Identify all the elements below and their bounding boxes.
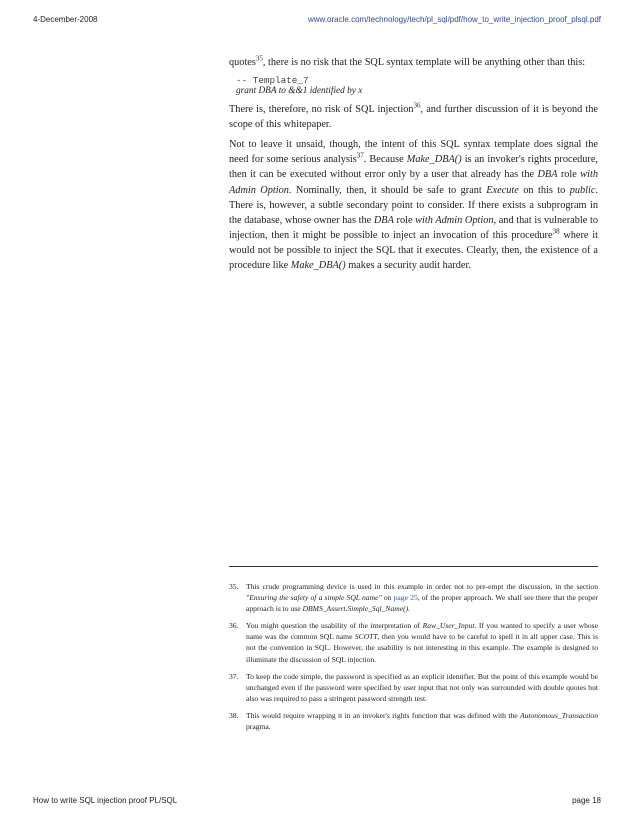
body-text <box>229 55 598 278</box>
text-run: This would require wrapping it in an invoker's rights function that was defined with the <box>246 710 520 720</box>
italic-run: Autonomous_Transaction <box>519 710 598 720</box>
text-run: where it would not be possible to inject the SQL that it executes. Clearly, then, the existence of a procedure like <box>229 229 598 272</box>
text-run: role <box>393 214 416 226</box>
footnotes <box>229 581 598 738</box>
text-run: makes a security audit harder. <box>345 260 471 272</box>
text-run: , and further discussion of it is beyond the scope of this whitepaper. <box>229 104 598 131</box>
page-link[interactable]: page 25 <box>393 593 418 603</box>
footnote-number: 37. <box>229 671 239 681</box>
footnote-text <box>246 710 598 732</box>
italic-run: Make_DBA() <box>290 260 346 272</box>
paragraph-3 <box>229 137 598 273</box>
paragraph-2 <box>229 102 598 132</box>
footnote-ref-38: 38 <box>552 227 560 236</box>
footnote-number: 35. <box>229 582 239 591</box>
code-line: grant DBA to &&1 identified by x <box>236 86 363 97</box>
italic-run: public <box>569 184 596 196</box>
text-run: There is, therefore, no risk of SQL injection <box>229 104 414 116</box>
footnote-35 <box>229 581 598 614</box>
italic-run: DBMS_Assert.Simple_Sql_Name(). <box>302 604 411 614</box>
footnote-text <box>246 581 598 614</box>
footnote-text <box>246 620 598 664</box>
footnote-ref-36: 36 <box>413 101 421 110</box>
text-run: is an invoker's rights procedure, then it can be executed without error only by a user that already has the <box>229 154 599 181</box>
paragraph-1 <box>229 55 598 70</box>
footnote-36 <box>229 620 598 664</box>
text-run: , then you would have to be careful to spell it in all upper case. This is not the convention in SQL. However, the usability is not interesting in this example. The example is designed to illuminate the discussion of SQL injection. <box>246 632 598 664</box>
footnote-text: To keep the code simple, the password is specified as an explicit identifier. But the point of this example would be unchanged even if the password were specified by user input that not only was surrounded with double quotes but also was required to pass a stringent password strength test. <box>246 671 598 703</box>
footnote-38 <box>229 710 598 732</box>
italic-run: DBA <box>373 214 394 226</box>
footnote-number: 38. <box>229 710 239 720</box>
code-block <box>236 75 598 97</box>
header-date: 4-December-2008 <box>33 15 98 24</box>
text-run: , and that is vulnerable to injection, then it might be possible to inject an invocation of this procedure <box>229 214 598 241</box>
footnote-number: 36. <box>229 621 239 631</box>
text-run: pragma. <box>246 722 271 732</box>
footer-title: How to write SQL injection proof PL/SQL <box>33 796 178 805</box>
text-run: . Nominally, then, it should be safe to grant <box>288 184 487 196</box>
text-run: You might question the usability of the interpretation of <box>246 621 423 631</box>
footnote-divider <box>229 566 598 567</box>
footer-page-number: page 18 <box>572 796 601 805</box>
italic-run: "Ensuring the safety of a simple SQL name" <box>246 593 382 603</box>
text-run: , there is no risk that the SQL syntax template will be anything other than this: <box>262 57 586 68</box>
text-run: quotes <box>229 57 256 68</box>
text-run: , of the proper approach. We shall see there that the proper approach is to use <box>246 593 599 614</box>
italic-run: with Admin Option <box>229 169 598 196</box>
text-run: Not to leave it unsaid, though, the intent of this SQL syntax template does signal the need for some serious analysis <box>229 139 598 166</box>
text-run: . If you wanted to specify a user whose name was the common SQL name <box>246 621 598 642</box>
text-run: role <box>557 169 581 181</box>
header-url: www.oracle.com/technology/tech/pl_sql/pdf/how_to_write_injection_proof_plsql.pdf <box>307 15 601 24</box>
italic-run: DBA <box>537 169 558 181</box>
text-run: . There is, however, a subtle secondary point to consider. If there exists a subprogram in the database, whose owner has the <box>229 184 599 226</box>
text-run: This crude programming device is used in this example in order not to pre-empt the discussion, in the section <box>246 582 598 591</box>
footnote-ref-35: 35 <box>255 54 263 63</box>
text-run: on <box>381 593 394 603</box>
footnote-37 <box>229 671 598 704</box>
italic-run: SCOTT <box>354 632 378 642</box>
text-run: on this to <box>518 184 570 196</box>
italic-run: with Admin Option <box>415 214 494 226</box>
italic-run: Raw_User_Input <box>422 621 475 631</box>
italic-run: Execute <box>486 184 519 196</box>
code-comment: -- Template_7 <box>236 75 309 87</box>
text-run: . Because <box>363 154 407 166</box>
italic-run: Make_DBA() <box>406 154 462 166</box>
footnote-ref-37: 37 <box>356 151 364 160</box>
